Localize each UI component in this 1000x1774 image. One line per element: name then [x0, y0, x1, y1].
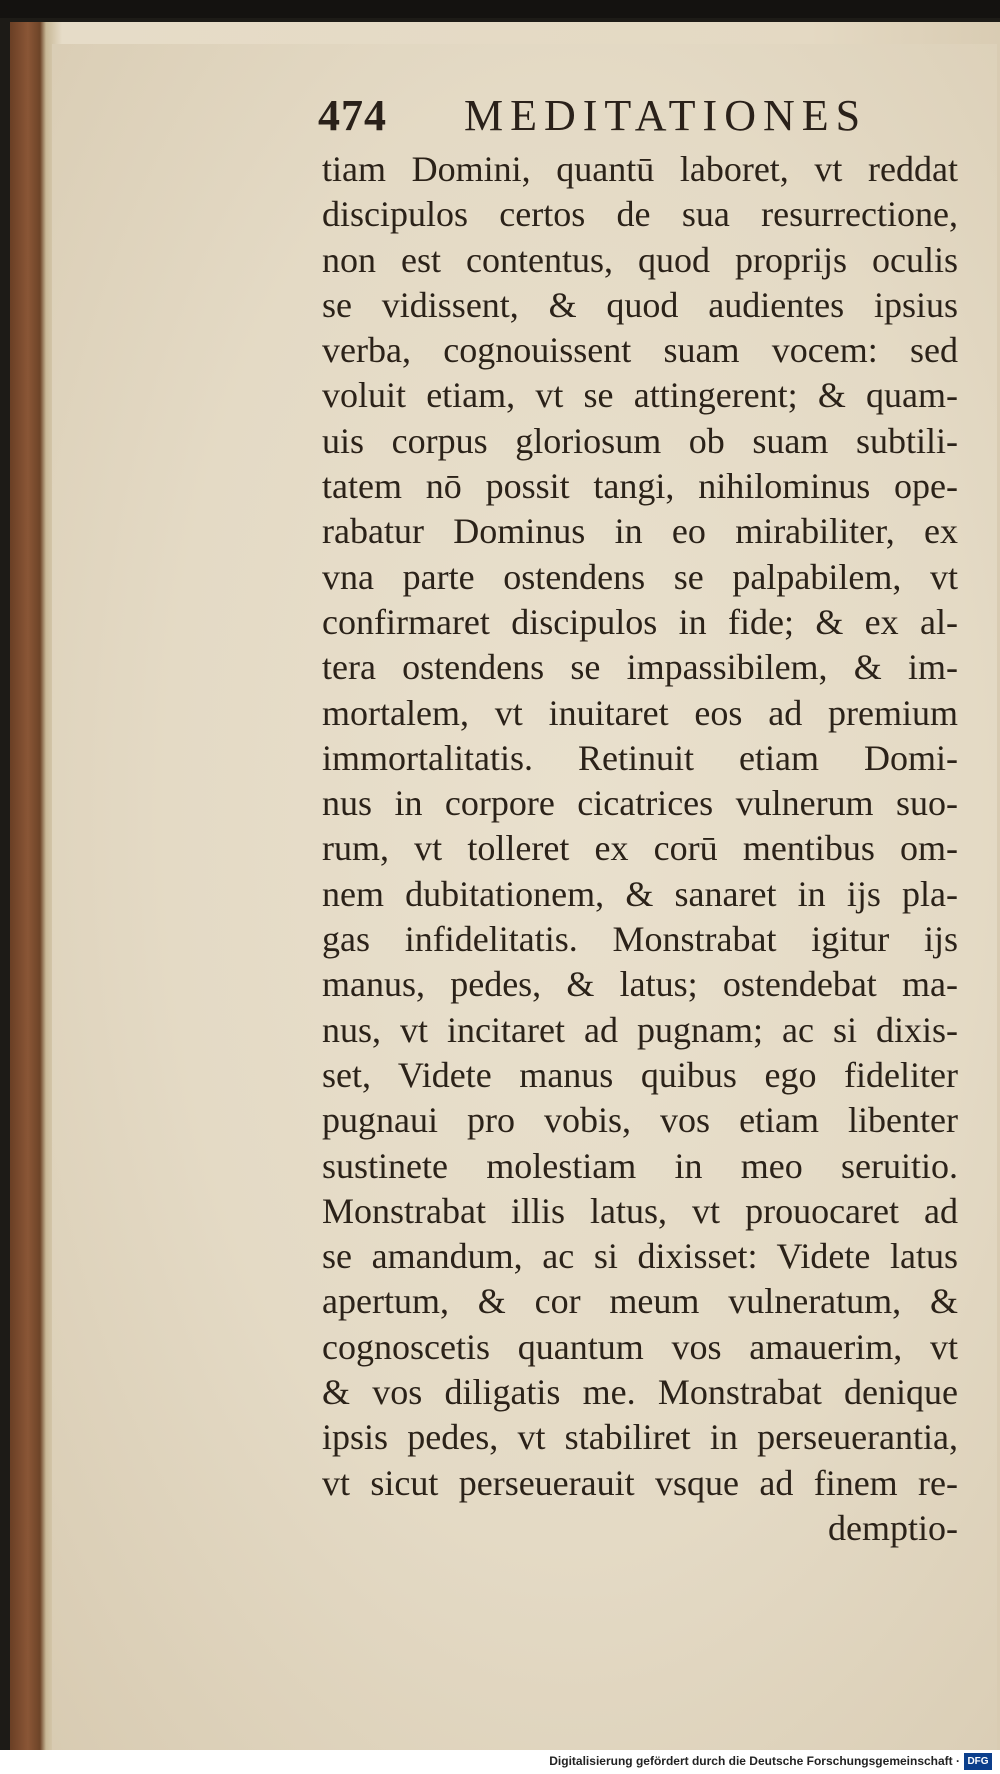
body-text — [322, 147, 958, 1551]
text-line: se vidissent, & quod audientes ipsius — [322, 284, 958, 325]
catchword: demptio- — [828, 1507, 958, 1548]
text-line: apertum, & cor meum vulneratum, & — [322, 1281, 958, 1322]
text-line: cognoscetis quantum vos amauerim, vt — [322, 1326, 958, 1367]
text-line: tera ostendens se impassibilem, & im- — [322, 647, 958, 688]
text-line: rabatur Dominus in eo mirabiliter, ex — [322, 511, 958, 552]
text-line: tiam Domini, quantū laboret, vt reddat — [322, 149, 958, 189]
text-line: voluit etiam, vt se attingerent; & quam- — [322, 375, 958, 416]
text-line: pugnaui pro vobis, vos etiam libenter — [322, 1100, 958, 1141]
scan-border — [0, 0, 1000, 18]
text-line: verba, cognouissent suam vocem: sed — [322, 330, 958, 371]
text-line: confirmaret discipulos in fide; & ex al- — [322, 601, 958, 642]
text-line: vt sicut perseuerauit vsque ad finem re- — [322, 1462, 958, 1503]
text-line: nus, vt incitaret ad pugnam; ac si dixis- — [322, 1009, 958, 1050]
text-line: vna parte ostendens se palpabilem, vt — [322, 556, 958, 597]
digitization-footer — [0, 1750, 1000, 1774]
text-line: tatem nō possit tangi, nihilominus ope- — [322, 466, 958, 507]
text-line: sustinete molestiam in meo seruitio. — [322, 1145, 958, 1186]
funding-credit: Digitalisierung gefördert durch die Deutsche Forschungsgemeinschaft · — [549, 1754, 960, 1768]
text-line: gas infidelitatis. Monstrabat igitur ijs — [322, 919, 958, 960]
text-line: non est contentus, quod proprijs oculis — [322, 239, 958, 280]
text-line: discipulos certos de sua resurrectione, — [322, 194, 958, 235]
text-line: nem dubitationem, & sanaret in ijs pla- — [322, 873, 958, 914]
running-title: MEDITATIONES — [464, 91, 868, 140]
text-line: manus, pedes, & latus; ostendebat ma- — [322, 964, 958, 1005]
text-line: se amandum, ac si dixisset: Videte latus — [322, 1236, 958, 1277]
page-number: 474 — [318, 91, 387, 140]
text-line: set, Videte manus quibus ego fideliter — [322, 1054, 958, 1095]
page-header — [318, 90, 918, 150]
text-line: Monstrabat illis latus, vt prouocaret ad — [322, 1190, 958, 1231]
text-line: nus in corpore cicatrices vulnerum suo- — [322, 783, 958, 824]
text-line: mortalem, vt inuitaret eos ad premium — [322, 692, 958, 733]
text-line: immortalitatis. Retinuit etiam Domi- — [322, 737, 958, 778]
text-line: rum, vt tolleret ex corū mentibus om- — [322, 828, 958, 869]
text-line: uis corpus gloriosum ob suam subtili- — [322, 420, 958, 461]
text-line: ipsis pedes, vt stabiliret in perseuerantia, — [322, 1417, 958, 1458]
dfg-logo-icon: DFG — [964, 1753, 992, 1770]
text-line: & vos diligatis me. Monstrabat denique — [322, 1372, 958, 1413]
